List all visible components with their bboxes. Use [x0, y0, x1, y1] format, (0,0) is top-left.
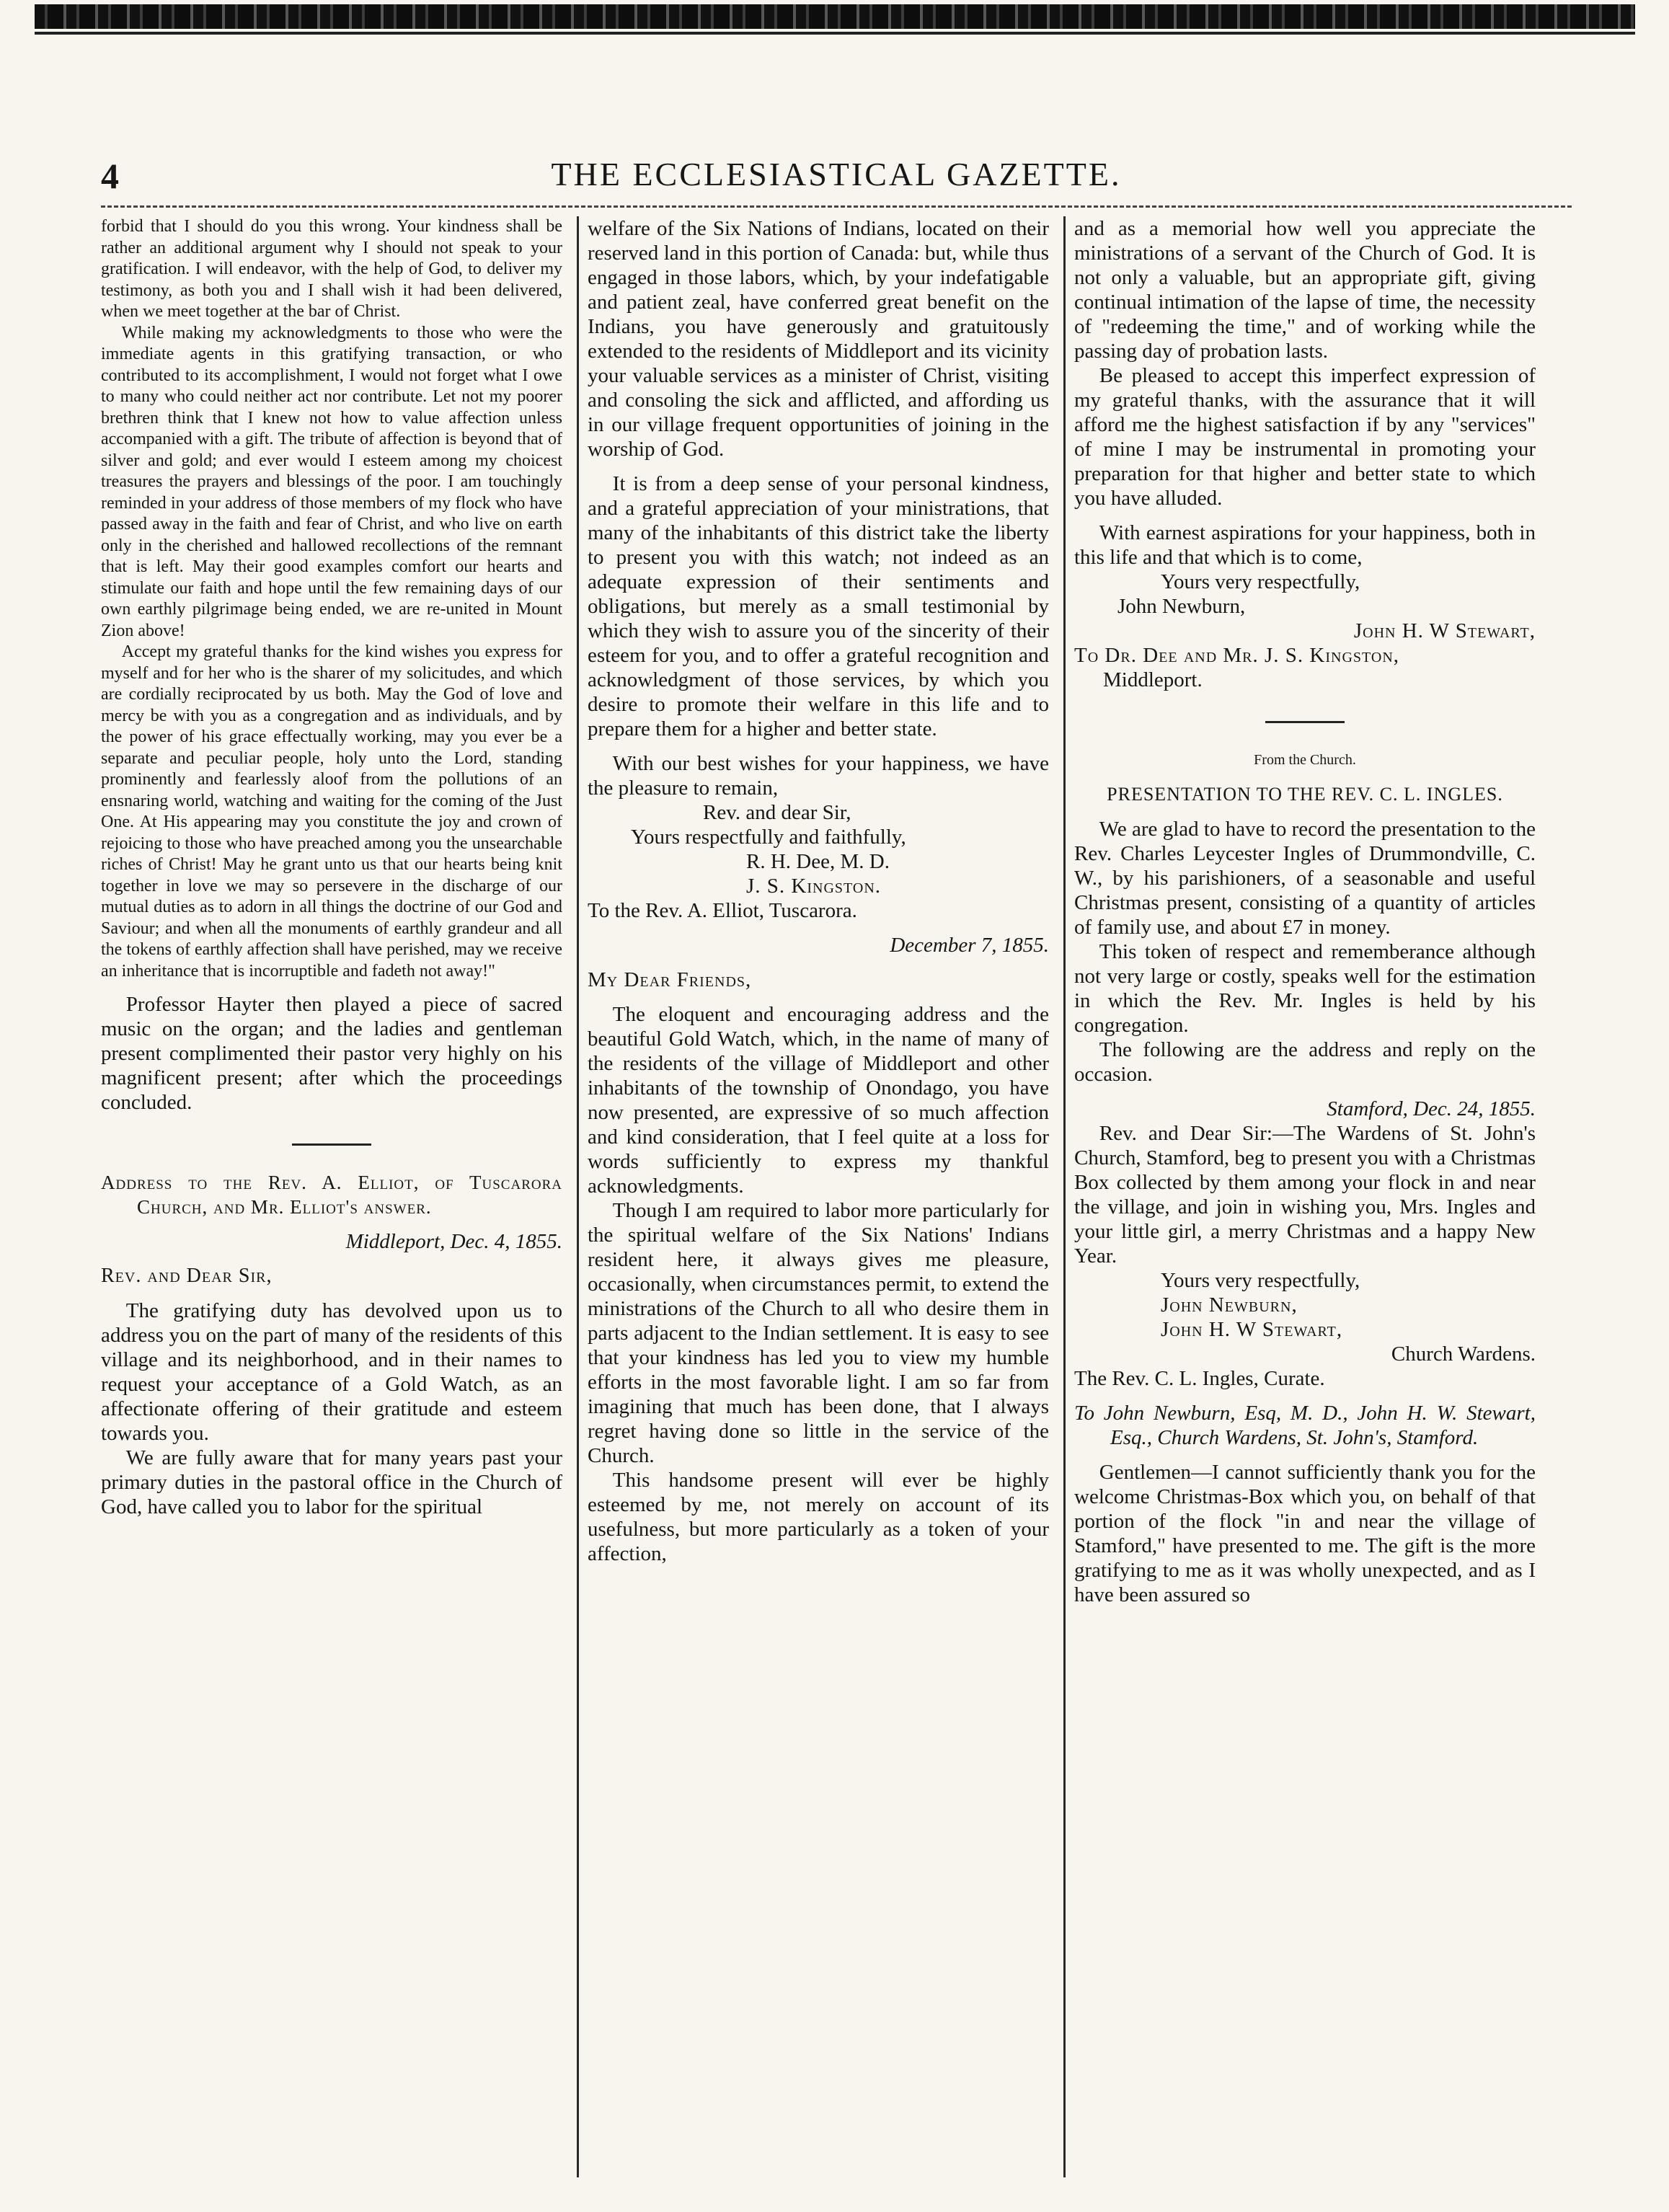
recipient-place: Middleport. [1103, 668, 1203, 691]
paragraph: and as a memorial how well you appreciate the ministrations of a servant of the Church of God. It is not only a valuable, but an appropriate gift, giving continual intimation of the lapse of time, the necessity of "redeeming the time," and of working while the passing day of probation lasts. [1074, 217, 1536, 363]
address-recipients: To John Newburn, Esq, M. D., John H. W. Stewart, Esq., Church Wardens, St. John's, Stamford. [1074, 1402, 1536, 1449]
column-rule-right [1063, 216, 1066, 2177]
paragraph: Be pleased to accept this imperfect expression of my grateful thanks, with the assurance that it will afford me the highest satisfaction if by any "services" of mine I may be instrumental in promoting your preparation for that higher and better state to which you have alluded. [1074, 364, 1536, 510]
column-middle [588, 216, 1049, 2177]
paragraph: This token of respect and rememberance although not very large or costly, speaks well for the estimation in which the Rev. Mr. Ingles is held by his congregation. [1074, 940, 1536, 1037]
dateline: December 7, 1855. [890, 934, 1049, 957]
paragraph: It is from a deep sense of your personal kindness, and a grateful appreciation of your ministrations, that many of the inhabitants of this district take the liberty to present you with this watch; not indeed as an adequate expression of their sentiments and obligations, but merely as a small testimonial by which they wish to assure you of the sincerity of their esteem for you, and to offer a grateful recognition and acknowledgment of those services, by which you desire to promote their welfare in this life and to prepare them for a higher and better state. [588, 472, 1049, 740]
dateline: Stamford, Dec. 24, 1855. [1327, 1097, 1536, 1120]
column-rule-left [577, 216, 579, 2177]
recipient-line: To the Rev. A. Elliot, Tuscarora. [588, 899, 857, 922]
recipient-line: The Rev. C. L. Ingles, Curate. [1074, 1367, 1325, 1390]
paragraph: forbid that I should do you this wrong. Your kindness shall be rather an additional argument why I should not speak to your gratification. I will endeavor, with the help of God, to deliver my testimony, as both you and I shall wish it had been delivered, when we meet together at the bar of Christ. [101, 217, 562, 321]
header-rule [101, 205, 1572, 208]
column-right [1074, 216, 1536, 2177]
signature-line: Yours very respectfully, [1161, 1269, 1360, 1292]
salutation: Rev. and Dear Sir, [101, 1265, 273, 1287]
paragraph: We are fully aware that for many years past your primary duties in the pastoral office in the Church of God, have called you to labor for the spiritual [101, 1446, 562, 1518]
running-head [101, 155, 1572, 198]
gazette-title: THE ECCLESIASTICAL GAZETTE. [551, 156, 1122, 193]
signature-name: John H. W Stewart, [1353, 619, 1536, 642]
paragraph: Professor Hayter then played a piece of sacred music on the organ; and the ladies and gentleman present complimented their pastor very highly on his magnificent present; after which the proceedings concluded. [101, 993, 562, 1114]
column-left [101, 216, 562, 2177]
signature-line: Yours respectfully and faithfully, [631, 826, 906, 849]
paragraph: Rev. and Dear Sir:—The Wardens of St. John's Church, Stamford, beg to present you with a Christmas Box collected by them among your flock in and near the village, and join in wishing you, Mrs. Ingles and your little girl, a merry Christmas and a happy New Year. [1074, 1122, 1536, 1268]
section-heading: PRESENTATION TO THE REV. C. L. INGLES. [1107, 784, 1503, 805]
signature-line: John Newburn, [1117, 595, 1246, 618]
paragraph: With our best wishes for your happiness, we have the pleasure to remain, [588, 752, 1049, 800]
signature-name: John H. W Stewart, [1161, 1318, 1343, 1341]
paragraph: The following are the address and reply on the occasion. [1074, 1038, 1536, 1086]
paragraph: welfare of the Six Nations of Indians, located on their reserved land in this portion of Canada: but, while thus engaged in those labors, which, by your indefatigable and patient zeal, have conferred great benefit on the Indians, you have generously and gratuitously extended to the residents of Middleport and its vicinity your valuable services as a minister of Christ, visiting and consoling the sick and afflicted, and affording us in our village frequent opportunities of joining in the worship of God. [588, 217, 1049, 461]
recipient-line: To Dr. Dee and Mr. J. S. Kingston, [1074, 644, 1400, 667]
paragraph: The gratifying duty has devolved upon us to address you on the part of many of the residents of this village and its neighborhood, and in their names to request your acceptance of a Gold Watch, as an affectionate offering of their gratitude and esteem towards you. [101, 1299, 562, 1445]
paragraph: Though I am required to labor more particularly for the spiritual welfare of the Six Nations' Indians resident here, it always gives me pleasure, occasionally, when circumstances permit, to extend the ministrations of the Church to all who desire them in parts adjacent to the Indian settlement. It is easy to see that your kindness has led you to view my humble efforts in the most favorable light. I am so far from imagining that much has been done, that I always regret having done so little in the service of the Church. [588, 1199, 1049, 1467]
signature-name: J. S. Kingston. [746, 875, 882, 898]
paragraph: With earnest aspirations for your happiness, both in this life and that which is to come, [1074, 521, 1536, 569]
paragraph: The eloquent and encouraging address and the beautiful Gold Watch, which, in the name of many of the residents of the village of Middleport and other inhabitants of the township of Onondago, you have now presented, are expressive of so much affection and kind consideration, that I feel quite at a loss for words sufficiently to express my thankful acknowledgments. [588, 1003, 1049, 1198]
paragraph: Accept my grateful thanks for the kind wishes you express for myself and for her who is the sharer of my solicitudes, and which are cordially reciprocated by us both. May the God of love and mercy be with you as a congregation and as individuals, and by the power of his grace effectually working, may you ever be a separate and peculiar people, holy unto the Lord, standing prominently and fearlessly aloof from the pollutions of an ensnaring world, watching and waiting for the coming of the Just One. At His appearing may you constitute the joy and crown of rejoicing to those who have preached among you the unsearchable riches of Christ! May he grant unto us that our hearts being knit together in love we may so persevere in the discharge of our mutual duties as to adorn in all things the doctrine of our God and Saviour; and when all the monuments of earthly grandeur and all the tokens of earthly affection shall have perished, may we receive an inheritance that is incorruptible and fadeth not away!" [101, 642, 562, 981]
salutation: My Dear Friends, [588, 968, 752, 991]
paragraph: While making my acknowledgments to those who were the immediate agents in this gratifying transaction, or who contributed to its accomplishment, I would not forget what I owe to many who could neither act nor contribute. Let not my poorer brethren think that I knew not how to value affection unless accompanied with a gift. The tribute of affection is beyond that of silver and gold; and ever would I esteem among my choicest treasures the prayers and blessings of the poor. I am touchingly reminded in your address of those members of my flock who have passed away in the faith and fear of Christ, and who live on earth only in the cherished and hallowed recollections of the remnant that is left. May their good examples comfort our hearts and stimulate our faith and hope until the few remaining days of our own earthly pilgrimage being ended, we are re-united in Mount Zion above! [101, 323, 562, 640]
page-number: 4 [101, 156, 119, 196]
signature-name: John Newburn, [1161, 1293, 1298, 1317]
top-border-band [35, 4, 1635, 29]
section-divider [292, 1143, 371, 1146]
source-note: From the Church. [1254, 752, 1356, 768]
paragraph: Gentlemen—I cannot sufficiently thank you for the welcome Christmas-Box which you, on behalf of that portion of the flock "in and near the village of Stamford," have presented to me. The gift is the more gratifying to me as it was wholly unexpected, and as I have been assured so [1074, 1461, 1536, 1606]
section-heading: Address to the Rev. A. Elliot, of Tuscarora Church, and Mr. Elliot's answer. [101, 1172, 562, 1218]
dateline: Middleport, Dec. 4, 1855. [345, 1230, 562, 1253]
signature-name: R. H. Dee, M. D. [746, 850, 890, 873]
paragraph: This handsome present will ever be highly esteemed by me, not merely on account of its usefulness, but more particularly as a token of your affection, [588, 1469, 1049, 1565]
signature-title: Church Wardens. [1391, 1342, 1536, 1366]
signature-line: Rev. and dear Sir, [703, 801, 851, 824]
signature-line: Yours very respectfully, [1161, 570, 1360, 593]
paragraph: We are glad to have to record the presentation to the Rev. Charles Leycester Ingles of Drummondville, C. W., by his parishioners, of a seasonable and useful Christmas present, consisting of a quantity of articles of family use, and about £7 in money. [1074, 818, 1536, 939]
top-border-line [35, 32, 1635, 35]
section-divider [1265, 721, 1345, 723]
